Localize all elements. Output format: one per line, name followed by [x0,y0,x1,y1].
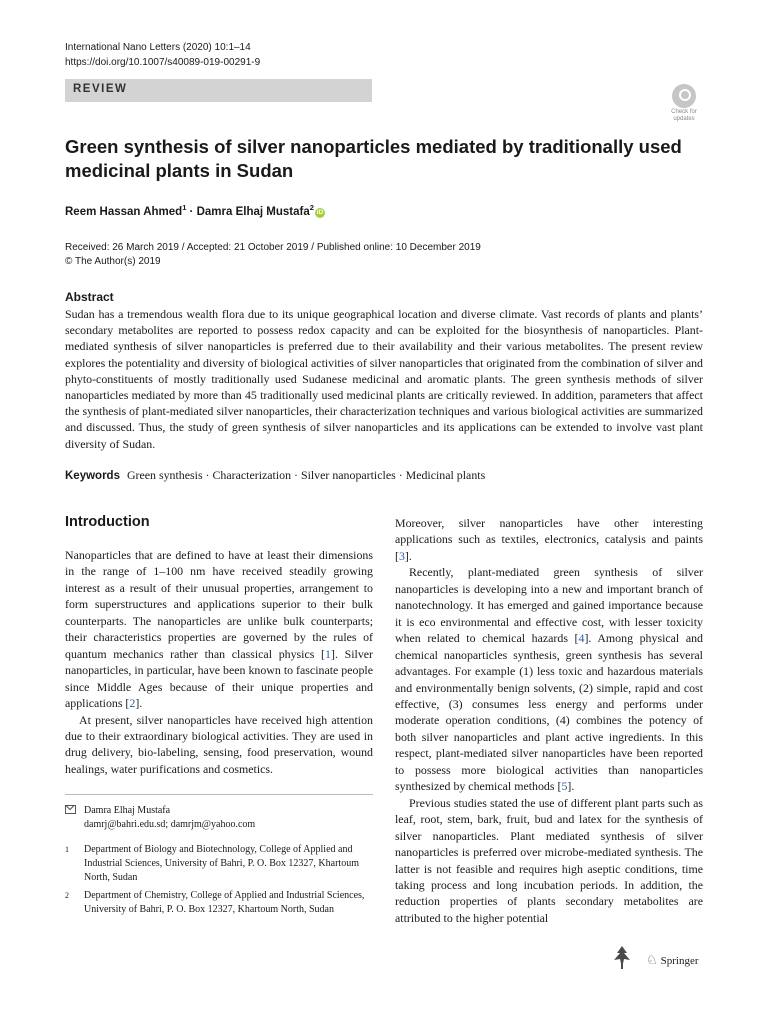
affiliation-footnote [65,843,365,885]
paragraph: Nanoparticles that are defined to have at least their dimensions in the range of 1–100 nm have received steadily growing interest as a result of their unusual properties, arrangement to form superstructures and applications superior to their bulk counterparts. The nanoparticles are unlike bulk counterparts; their characteristics properties are governed by the rules of quantum mechanics rather than classical physics [1]. Silver nanoparticles, in particular, have been known to fascinate people since Middle Ages because of their unique properties and applications [2]. [65,548,374,711]
date-history: Received: 26 March 2019 / Accepted: 21 October 2019 / Published online: 10 December 2019 [65,242,481,253]
corresponding-author-email[interactable]: damrj@bahri.edu.sd; damrjm@yahoo.com [84,819,256,830]
body-column-left [65,547,373,777]
citation-link[interactable]: 2 [129,696,136,711]
citation-link[interactable]: 3 [398,548,405,563]
author-name[interactable]: Reem Hassan Ahmed [65,205,183,218]
affiliation-mark: 2 [309,203,314,212]
orcid-icon[interactable]: iD [316,208,324,216]
journal-header [65,40,260,70]
footnote-divider [65,794,373,795]
keywords-text: Green synthesis · Characterization · Silver nanoparticles · Medicinal plants [126,468,486,482]
corresponding-author-footnote [65,804,365,832]
doi-link[interactable]: https://doi.org/10.1007/s40089-019-00291-9 [65,57,261,68]
affiliation-text: Department of Biology and Biotechnology, College of Applied and Industrial Sciences, University of Bahri, P. O. Box 12327, Khartoum North, Sudan [84,844,359,883]
envelope-icon [65,805,76,814]
author-name[interactable]: Damra Elhaj Mustafa [196,205,310,218]
citation-link[interactable]: 4 [578,631,585,646]
journal-citation: International Nano Letters (2020) 10:1–14 [65,42,251,53]
affiliation-mark: 1 [182,203,187,212]
copyright-line: © The Author(s) 2019 [65,256,161,267]
check-updates-icon [672,84,696,108]
affiliation-number: 2 [65,891,69,900]
check-for-updates-badge[interactable] [664,84,704,124]
tree-logo-icon [611,944,633,970]
springer-horse-icon: ♘ [646,952,658,967]
abstract-heading: Abstract [65,290,114,304]
citation-link[interactable]: 5 [561,779,568,794]
keywords-label: Keywords [65,470,120,482]
body-column-right [395,515,703,926]
publisher-logo [646,952,699,968]
paragraph: Recently, plant-mediated green synthesis of silver nanoparticles is developing into a new and important branch of nanotechnology. It has emerged and gained importance because it is eco environmental and effective cost, with lesser toxicity when related to chemical hazards [4]. Among physical and chemical nanoparticles synthesis, green synthesis has several advantages. For example (1) less toxic and hazardous materials and environmentally benign solvents, (2) simple, rapid and cost effective, (3) consumes less energy and performs under moderate operation conditions, (4) combines the potency of both silver nanoparticles and plant active ingredients. In this respect, plant-mediated silver nanoparticles have been reported to possess more biological activities than nanoparticles synthesized by chemical methods [5]. [395,565,703,794]
abstract-text: Sudan has a tremendous wealth flora due to its unique geographical location and diverse climate. Vast records of plants and plants’ secondary metabolites are reported to possess redox capacity and can be exploited for the biosynthesis of nanoparticles. Plant-mediated synthesis of silver nanoparticles is preferred due to their availability and their various metabolites. The present review explores the potentiality and diversity of biological activities of silver nanoparticles that originated from the combination of silver and phyto-constituents of mostly traditionally used Sudanese medicinal and aromatic plants. The green synthesis methods of silver nanoparticles mediated by more than 45 traditionally used medicinal plants are critically reviewed. In addition, parameters that affect the synthesis of plant-mediated silver nanoparticles, their characterization techniques and various biological activities are summarized and discussed. Thus, the study of green synthesis of silver nanoparticles and its applications can be extended to involve vast plant diversity of Sudan. [65,307,703,451]
affiliation-text: Department of Chemistry, College of Applied and Industrial Sciences, University of Bahri, P. O. Box 12327, Khartoum North, Sudan [84,890,365,915]
article-type-label: REVIEW [73,83,128,95]
keywords [65,468,485,483]
corresponding-author-name: Damra Elhaj Mustafa [84,805,171,816]
citation-link[interactable]: 1 [325,646,331,661]
paper-title: Green synthesis of silver nanoparticles mediated by traditionally used medicinal plants in Sudan [65,136,682,181]
author-list [65,203,325,218]
check-updates-label: Check for updates [671,109,697,122]
affiliation-number: 1 [65,845,69,854]
paragraph: Moreover, silver nanoparticles have other interesting applications such as textiles, electronics, catalysis and paints [3]. [395,516,703,563]
paragraph: At present, silver nanoparticles have received high attention due to their extraordinary biological activities. They are used in drug delivery, bio-labeling, sensing, food preservation, wound healings, water purifications and cosmetics. [65,712,373,776]
author-separator: · [186,205,197,218]
article-type-band [65,79,372,102]
affiliation-footnote [65,889,365,917]
section-heading-introduction: Introduction [65,514,150,530]
publisher-name: Springer [660,955,699,967]
paragraph: Previous studies stated the use of different plant parts such as leaf, root, stem, bark, fruit, bud and latex for the synthesis of silver nanoparticles. Plant mediated synthesis of silver nanoparticles is preferred over microbe-mediated synthesis. The latter is not feasible and requires high aseptic conditions, time taking process and long incubation periods. In addition, the reduction properties of plants secondary metabolites are attributed to the higher potential [395,795,703,925]
publication-dates [65,241,481,269]
